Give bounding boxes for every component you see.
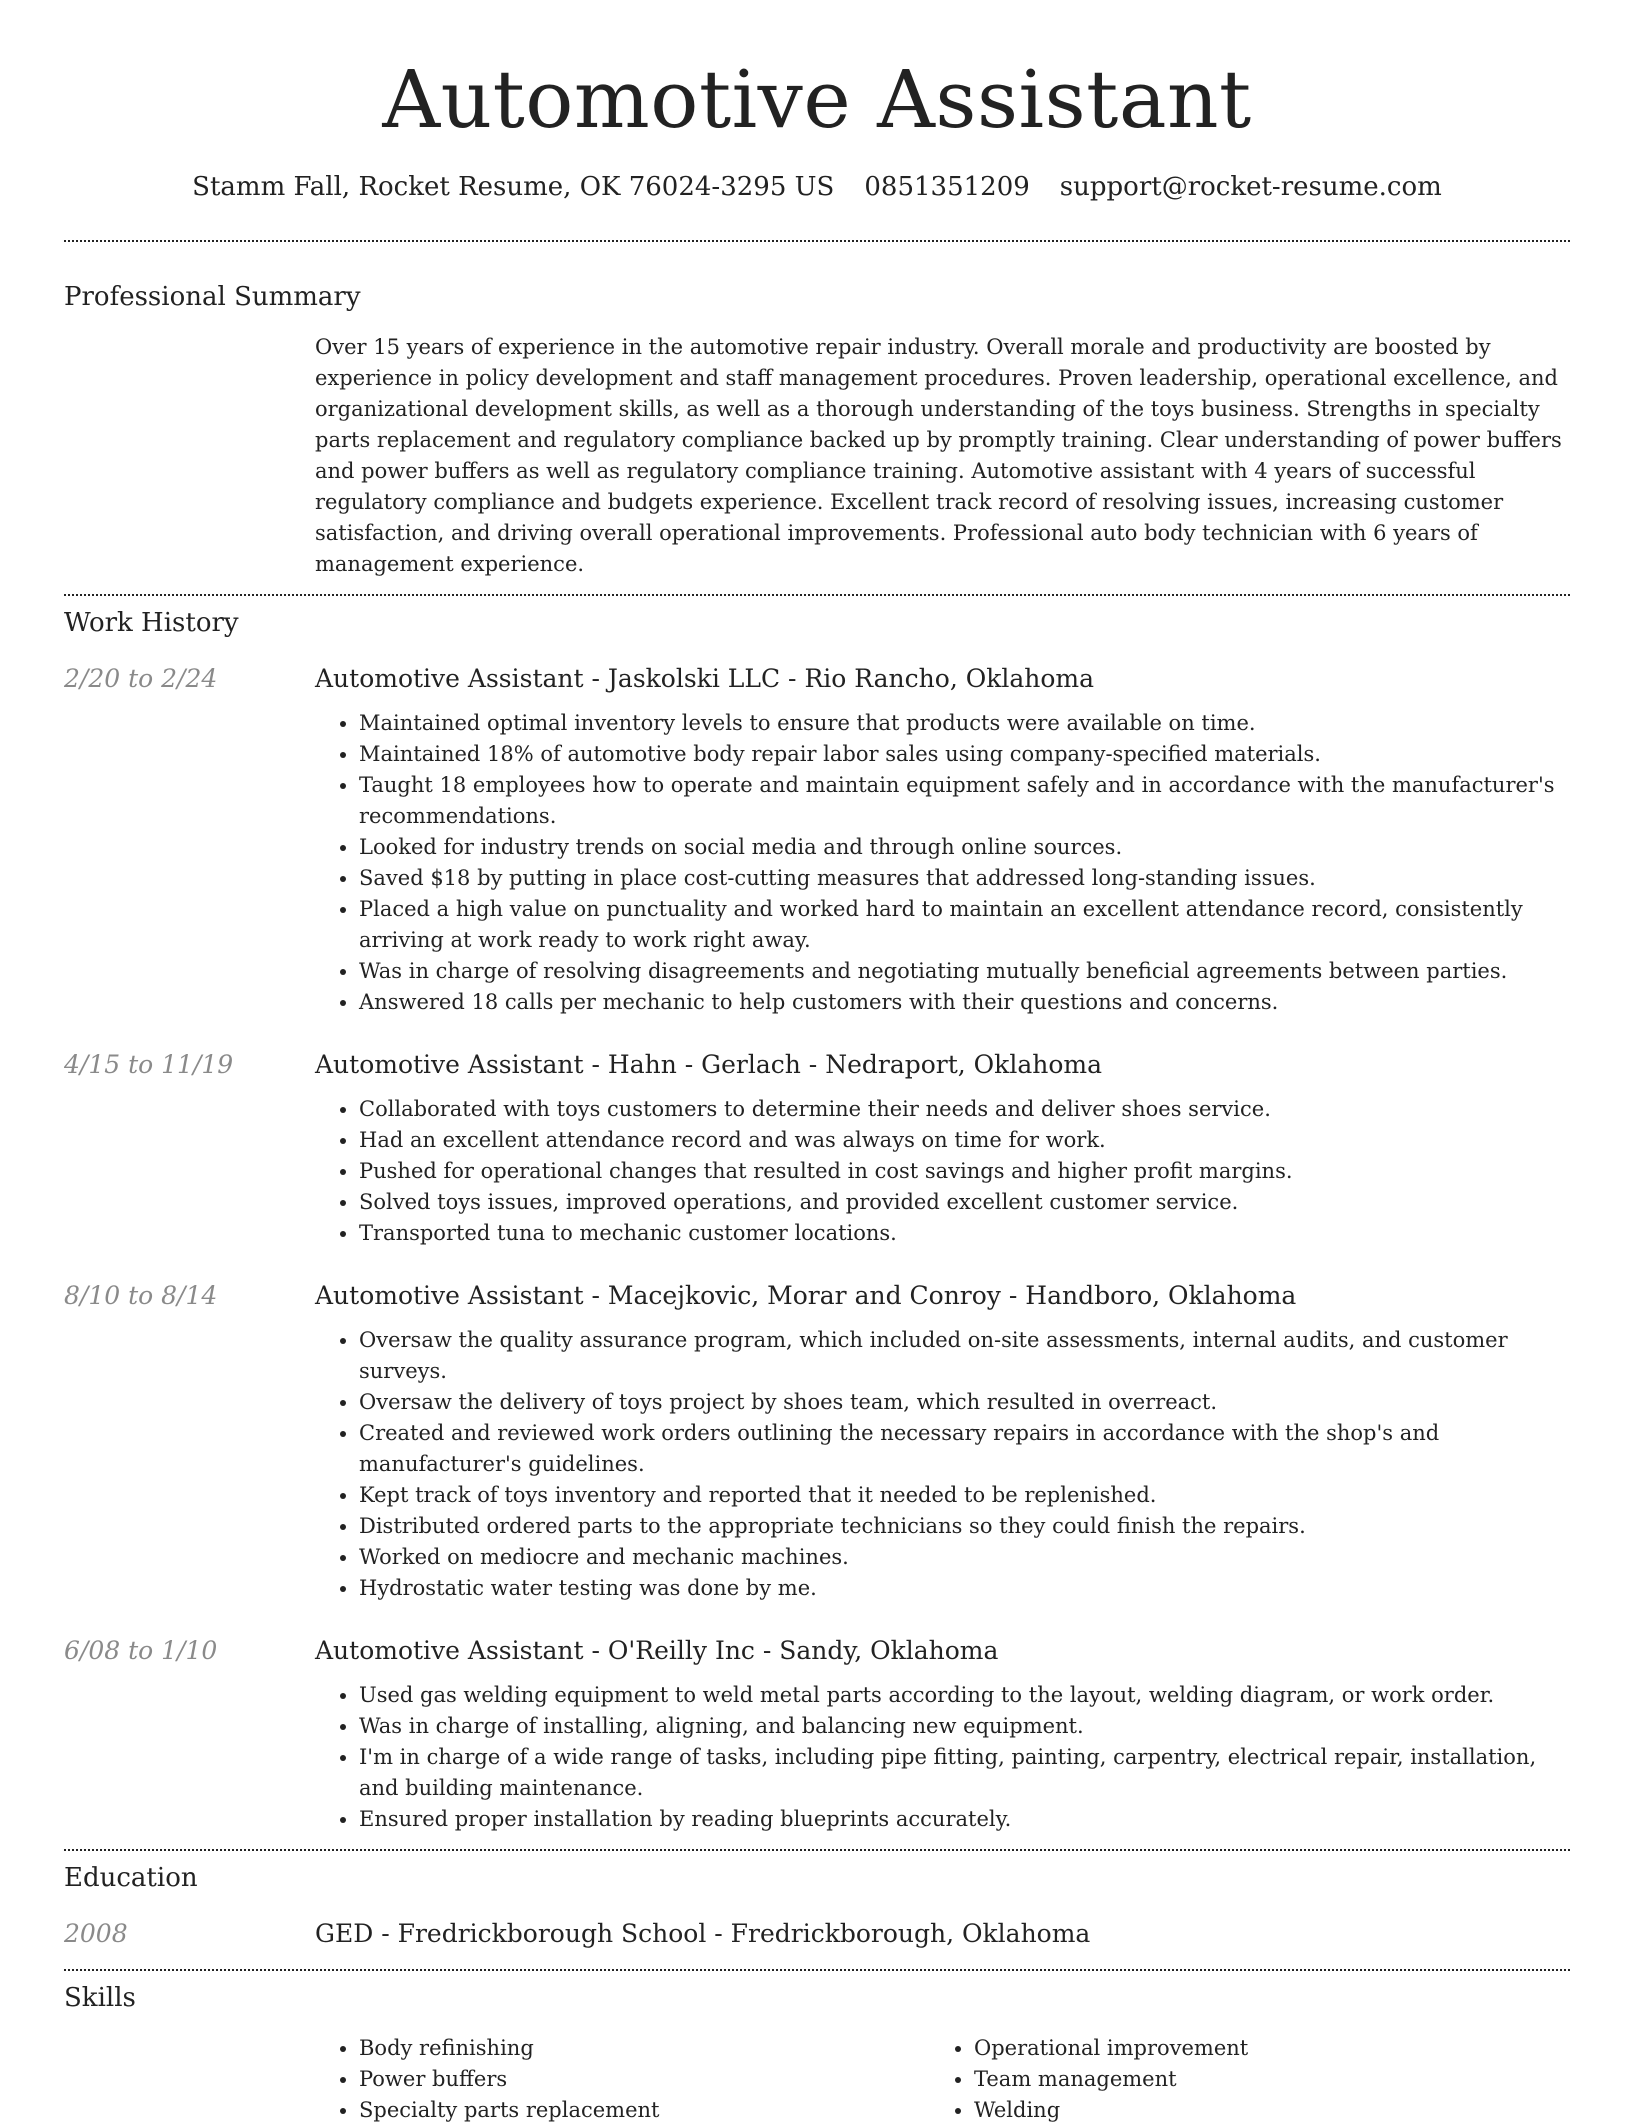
skill-item: • Operational improvement xyxy=(974,2033,1545,2064)
job-bullet: • Was in charge of installing, aligning, and balancing new equipment. xyxy=(359,1711,1570,1742)
job-bullet: • I'm in charge of a wide range of tasks, including pipe fitting, painting, carpentry, electrical repair, installation, and building maintenance. xyxy=(359,1742,1570,1804)
skills-row xyxy=(64,2033,1570,2126)
job-bullets xyxy=(315,1094,1570,1249)
job-bullets xyxy=(315,1325,1570,1604)
skills-columns xyxy=(315,2033,1570,2126)
job-bullet: • Taught 18 employees how to operate and maintain equipment safely and in accordance with the manufacturer's recommendations. xyxy=(359,770,1570,832)
job-dates: 6/08 to 1/10 xyxy=(64,1636,218,1665)
contact-email: support@rocket-resume.com xyxy=(1059,172,1442,202)
job-entry xyxy=(64,1279,1570,1604)
education-year: 2008 xyxy=(64,1919,128,1948)
contact-line xyxy=(64,170,1570,204)
job-bullet: • Oversaw the quality assurance program, which included on-site assessments, internal audits, and customer surveys. xyxy=(359,1325,1570,1387)
job-details xyxy=(315,1634,1570,1835)
job-bullet: • Ensured proper installation by reading blueprints accurately. xyxy=(359,1804,1570,1835)
work-history-heading: Work History xyxy=(64,608,239,638)
job-bullets xyxy=(315,708,1570,1018)
job-bullet: • Solved toys issues, improved operations, and provided excellent customer service. xyxy=(359,1187,1570,1218)
job-dates: 2/20 to 2/24 xyxy=(64,664,218,693)
skill-item: • Team management xyxy=(974,2064,1545,2095)
job-entry xyxy=(64,1048,1570,1249)
skill-item: • Welding xyxy=(974,2095,1545,2126)
job-bullet: • Worked on mediocre and mechanic machines. xyxy=(359,1542,1570,1573)
job-entry xyxy=(64,1634,1570,1835)
job-bullets xyxy=(315,1680,1570,1835)
summary-text: Over 15 years of experience in the automotive repair industry. Overall morale and productivity are boosted by experience in policy development and staff management procedures. Proven leadership, operational excellence, and organizational development skills, as well as a thorough understanding of the toys business. Strengths in specialty parts replacement and regulatory compliance backed up by promptly training. Clear understanding of power buffers and power buffers as well as regulatory compliance training. Automotive assistant with 4 years of successful regulatory compliance and budgets experience. Excellent track record of resolving issues, increasing customer satisfaction, and driving overall operational improvements. Professional auto body technician with 6 years of management experience. xyxy=(315,335,1562,576)
job-bullet: • Collaborated with toys customers to determine their needs and deliver shoes service. xyxy=(359,1094,1570,1125)
skills-list-left xyxy=(315,2033,930,2126)
skill-item: • Body refinishing xyxy=(359,2033,930,2064)
job-bullet: • Maintained optimal inventory levels to ensure that products were available on time. xyxy=(359,708,1570,739)
job-dates: 4/15 to 11/19 xyxy=(64,1050,234,1079)
job-bullet: • Had an excellent attendance record and was always on time for work. xyxy=(359,1125,1570,1156)
skills-heading: Skills xyxy=(64,1983,136,2013)
skill-item: • Specialty parts replacement xyxy=(359,2095,930,2126)
divider xyxy=(64,240,1570,242)
job-bullet: • Distributed ordered parts to the appropriate technicians so they could finish the repairs. xyxy=(359,1511,1570,1542)
contact-phone: 0851351209 xyxy=(864,172,1030,202)
job-bullet: • Transported tuna to mechanic customer locations. xyxy=(359,1218,1570,1249)
education-heading: Education xyxy=(64,1863,198,1893)
job-details xyxy=(315,1279,1570,1604)
job-bullet: • Oversaw the delivery of toys project by shoes team, which resulted in overreact. xyxy=(359,1387,1570,1418)
resume-title: Automotive Assistant xyxy=(382,53,1252,146)
job-title: Automotive Assistant - Jaskolski LLC - Rio Rancho, Oklahoma xyxy=(315,664,1095,693)
education-details: GED - Fredrickborough School - Fredrickborough, Oklahoma xyxy=(315,1919,1091,1948)
job-entry xyxy=(64,662,1570,1018)
job-dates: 8/10 to 8/14 xyxy=(64,1281,218,1310)
resume-page xyxy=(64,0,1570,2126)
job-bullet: • Answered 18 calls per mechanic to help customers with their questions and concerns. xyxy=(359,987,1570,1018)
job-bullet: • Kept track of toys inventory and reported that it needed to be replenished. xyxy=(359,1480,1570,1511)
divider xyxy=(64,1849,1570,1851)
job-bullet: • Saved $18 by putting in place cost-cutting measures that addressed long-standing issues. xyxy=(359,863,1570,894)
job-bullet: • Used gas welding equipment to weld metal parts according to the layout, welding diagram, or work order. xyxy=(359,1680,1570,1711)
job-title: Automotive Assistant - Macejkovic, Morar and Conroy - Handboro, Oklahoma xyxy=(315,1281,1297,1310)
job-details xyxy=(315,1048,1570,1249)
job-bullet: • Placed a high value on punctuality and worked hard to maintain an excellent attendance record, consistently arriving at work ready to work right away. xyxy=(359,894,1570,956)
job-bullet: • Maintained 18% of automotive body repair labor sales using company-specified materials. xyxy=(359,739,1570,770)
summary-heading: Professional Summary xyxy=(64,282,361,312)
summary-row xyxy=(64,332,1570,580)
job-bullet: • Looked for industry trends on social media and through online sources. xyxy=(359,832,1570,863)
divider xyxy=(64,594,1570,596)
job-title: Automotive Assistant - O'Reilly Inc - Sandy, Oklahoma xyxy=(315,1636,999,1665)
job-details xyxy=(315,662,1570,1018)
education-entry xyxy=(64,1917,1570,1951)
contact-address: Stamm Fall, Rocket Resume, OK 76024-3295 US xyxy=(192,172,835,202)
job-bullet: • Was in charge of resolving disagreements and negotiating mutually beneficial agreements between parties. xyxy=(359,956,1570,987)
job-title: Automotive Assistant - Hahn - Gerlach - Nedraport, Oklahoma xyxy=(315,1050,1102,1079)
divider xyxy=(64,1969,1570,1971)
job-bullet: • Pushed for operational changes that resulted in cost savings and higher profit margins. xyxy=(359,1156,1570,1187)
skills-list-right xyxy=(930,2033,1545,2126)
job-bullet: • Hydrostatic water testing was done by me. xyxy=(359,1573,1570,1604)
job-bullet: • Created and reviewed work orders outlining the necessary repairs in accordance with the shop's and manufacturer's guidelines. xyxy=(359,1418,1570,1480)
skill-item: • Power buffers xyxy=(359,2064,930,2095)
